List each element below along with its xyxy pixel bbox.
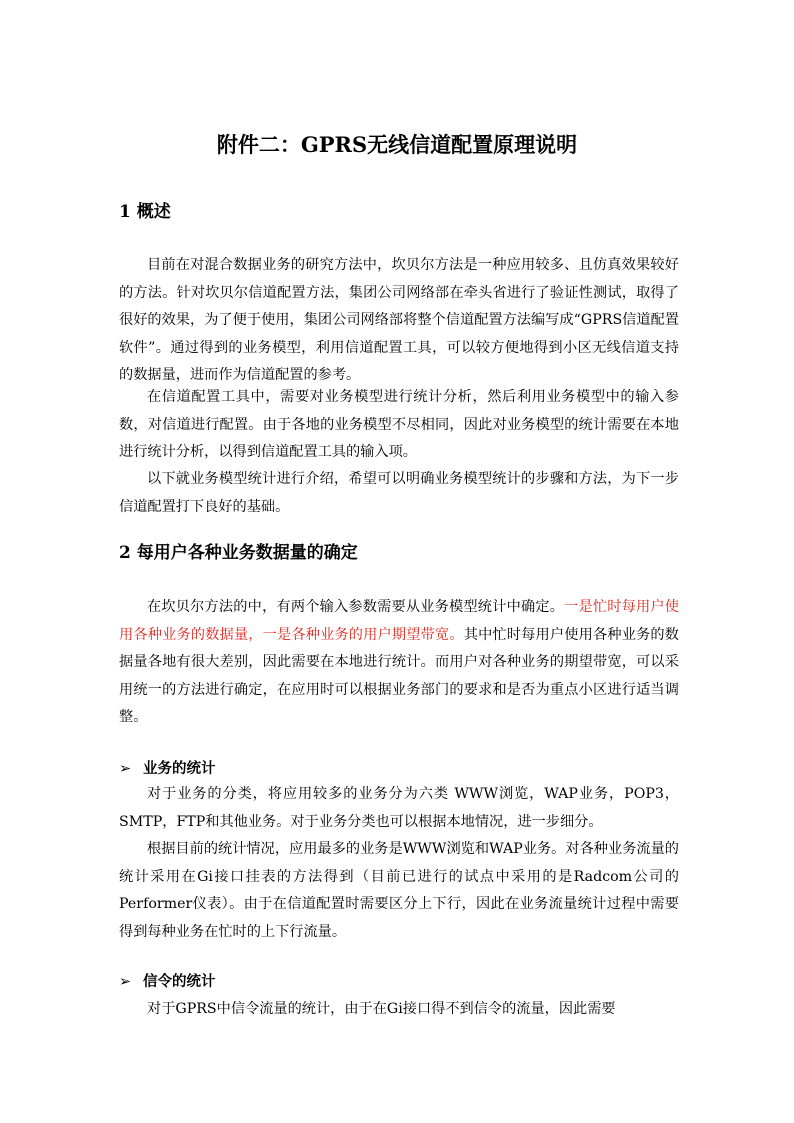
bullet-service-statistics — [119, 756, 216, 782]
overview-paragraph-2: 在信道配置工具中，需要对业务模型进行统计分析，然后利用业务模型中的输入参数，对信道进行配置。由于各地的业务模型不尽相同，因此对业务模型的统计需要在本地进行统计分析，以得到信道配置工具的输入项。 — [119, 389, 679, 461]
bullet-label: 业务的统计 — [143, 760, 216, 777]
overview-paragraph-1: 目前在对混合数据业务的研究方法中，坎贝尔方法是一种应用较多、且仿真效果较好的方法。针对坎贝尔信道配置方法，集团公司网络部在牵头省进行了验证性测试，取得了很好的效果，为了便于使用，集团公司网络部将整个信道配置方法编写成“GPRS信道配置软件”。通过得到的业务模型，利用信道配置工具，可以较方便地得到小区无线信道支持的数据量，进而作为信道配置的参考。 — [119, 257, 679, 384]
bullet-signaling-statistics — [119, 969, 216, 995]
document-title: 附件二：GPRS无线信道配置原理说明 — [216, 132, 578, 157]
data-volume-text-start: 在坎贝尔方法的中，有两个输入参数需要从业务模型统计中确定。 — [147, 599, 565, 615]
service-statistics-paragraph-2: 根据目前的统计情况，应用最多的业务是WWW浏览和WAP业务。对各种业务流量的统计采用在Gi接口挂表的方法得到（目前已进行的试点中采用的是Radcom公司的Performer仪表）。由于在信道配置时需要区分上下行，因此在业务流量统计过程中需要得到每种业务在忙时的上下行流量。 — [119, 841, 679, 940]
service-statistics-paragraph-1: 对于业务的分类，将应用较多的业务分为六类 WWW浏览，WAP业务，POP3，SMTP，FTP和其他业务。对于业务分类也可以根据本地情况，进一步细分。 — [119, 786, 679, 830]
arrow-bullet-icon: ➢ — [119, 761, 132, 777]
bullet-label: 信令的统计 — [143, 973, 216, 990]
data-volume-paragraph — [119, 594, 679, 732]
highlighted-red-text: 一是忙时每用户使用各种业务的数据量，一是各种业务的用户期望带宽。 — [119, 599, 679, 643]
data-volume-text-end: 其中忙时每用户使用各种业务的数据量各地有很大差别，因此需要在本地进行统计。而用户对各种业务的期望带宽，可以采用统一的方法进行确定，在应用时可以根据业务部门的要求和是否为重点小区进行适当调整。 — [119, 626, 679, 726]
signaling-statistics-paragraph-1: 对于GPRS中信令流量的统计，由于在Gi接口得不到信令的流量，因此需要 — [147, 1001, 616, 1017]
section-heading-data-volume: 2 每用户各种业务数据量的确定 — [119, 543, 358, 563]
section-heading-overview: 1 概述 — [119, 202, 171, 222]
overview-paragraph-3: 以下就业务模型统计进行介绍，希望可以明确业务模型统计的步骤和方法，为下一步信道配置打下良好的基础。 — [119, 471, 679, 515]
arrow-bullet-icon: ➢ — [119, 974, 132, 990]
